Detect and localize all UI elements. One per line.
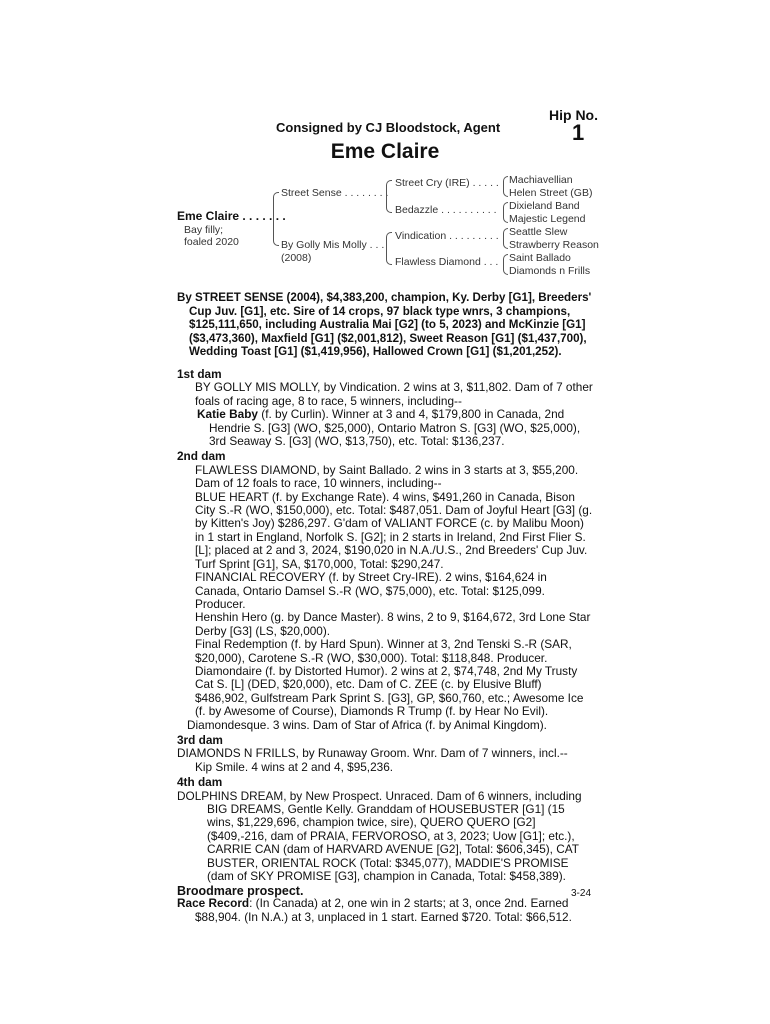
race-record-text: : (In Canada) at 2, one win in 2 starts; at 3, once 2nd. Earned $88,904. (In N.A.) at 3, unplaced in 1 start. Earned $720. Total: $66,512. bbox=[195, 896, 572, 924]
final-redemption-entry: Final Redemption (f. by Hard Spun). Winner at 3, 2nd Tenski S.-R (SAR, $20,000), Carotene S.-R (WO, $30,000). Total: $118,848. Producer. bbox=[195, 637, 572, 665]
brace-g4 bbox=[503, 254, 508, 275]
race-record bbox=[177, 897, 593, 924]
pedigree-g8: Diamonds n Frills bbox=[509, 265, 591, 277]
second-dam-text: FLAWLESS DIAMOND, by Saint Ballado. 2 wins in 3 starts at 3, $55,200. Dam of 12 foals to race, 10 winners, including-- bbox=[195, 462, 579, 491]
pedigree-g7: Saint Ballado bbox=[509, 252, 571, 264]
third-dam-heading: 3rd dam bbox=[177, 732, 223, 747]
third-dam-text: DIAMONDS N FRILLS, by Runaway Groom. Wnr. Dam of 7 winners, incl.-- bbox=[177, 746, 568, 761]
katie-baby-name: Katie Baby bbox=[197, 407, 258, 422]
pedigree-ss: Street Cry (IRE) . . . . . bbox=[395, 177, 499, 189]
pedigree-dam-year: (2008) bbox=[281, 252, 312, 264]
fourth-dam-heading: 4th dam bbox=[177, 775, 223, 790]
pedigree-dam: By Golly Mis Molly . . . bbox=[281, 239, 385, 251]
fourth-dam-text: DOLPHINS DREAM, by New Prospect. Unraced. Dam of 6 winners, including BIG DREAMS, Gentle Kelly. Granddam of HOUSEBUSTER [G1] (15 wins, $1,229,696, champion twice, sire), QUERO QUERO [G2] ($409,-216, dam of PRAIA, FERVOROSO, at 3, 2023; Uow [G1]; etc.), CARRIE CAN (dam of HARVARD AVENUE [G2], Total: $606,345), CAT BUSTER, ORIENTAL ROCK (Total: $345,077), MADDIE'S PROMISE (dam of SKY PROMISE [G3], champion in Canada, Total: $458,389). bbox=[177, 788, 582, 884]
henshin-hero-entry: Henshin Hero (g. by Dance Master). 8 wins, 2 to 9, $164,672, 3rd Lone Star Derby [G3] (LS, $20,000). bbox=[195, 610, 591, 638]
pedigree-g2: Helen Street (GB) bbox=[509, 187, 593, 199]
pedigree-desc-2: foaled 2020 bbox=[184, 236, 239, 248]
second-dam-heading: 2nd dam bbox=[177, 449, 226, 464]
consignor: Consigned by CJ Bloodstock, Agent bbox=[276, 120, 501, 135]
hip-number: 1 bbox=[572, 120, 585, 145]
brace-g1 bbox=[503, 176, 508, 197]
brace-g3 bbox=[503, 228, 508, 249]
brace-g2 bbox=[503, 202, 508, 223]
diamondesque-entry: Diamondesque. 3 wins. Dam of Star of Africa (f. by Animal Kingdom). bbox=[187, 717, 547, 732]
pedigree-desc-1: Bay filly; bbox=[184, 224, 224, 236]
sire-paragraph: By STREET SENSE (2004), $4,383,200, champion, Ky. Derby [G1], Breeders' Cup Juv. [G1], etc. Sire of 14 crops, 97 black type wnrs, 3 champions, $125,111,650, including Australia Mai [G2] (to 5, 2023) and McKinzie [G1] ($3,473,360), Maxfield [G1] ($2,001,812), Sweet Reason [G1] ($1,437,700), Wedding Toast [G1] ($1,419,956), Hallowed Crown [G1] ($1,201,252). bbox=[177, 291, 592, 359]
blue-heart-entry: BLUE HEART (f. by Exchange Rate). 4 wins, $491,260 in Canada, Bison City S.-R (WO, $150,000), etc. Total: $487,051. Dam of Joyful Heart [G3] (g. by Kitten's Joy) $286,297. G'dam of VALIANT FORCE (c. by Malibu Moon) in 1 start in England, Norfolk S. [G2]; in 2 starts in Ireland, 2nd First Flier S. [L]; placed at 2 and 3, 2024, $190,020 in N.A./U.S., 2nd Breeders' Cup Juv. Turf Sprint [G1], SA, $170,000, Total: $290,247. bbox=[195, 489, 593, 571]
pedigree-dd: Flawless Diamond . . . bbox=[395, 256, 499, 268]
pedigree-g3: Dixieland Band bbox=[509, 200, 580, 212]
first-dam-text: BY GOLLY MIS MOLLY, by Vindication. 2 wins at 3, $11,802. Dam of 7 other foals of racing age, 8 to race, 5 winners, including-- bbox=[195, 380, 593, 408]
pedigree-ds: Vindication . . . . . . . . . bbox=[395, 230, 499, 242]
pedigree-subject: Eme Claire . . . . . . . bbox=[177, 209, 286, 223]
diamondaire-entry: Diamondaire (f. by Distorted Humor). 2 wins at 2, $74,748, 2nd My Trusty Cat S. [L] (DED, $20,000), etc. Dam of C. ZEE (c. by Elusive Bluff) $486,902, Gulfstream Park Sprint S. [G3], GP, $60,760, etc.; Awesome Ice (f. by Awesome of Course), Diamonds R Trump (f. by Hear No Evil). bbox=[195, 663, 584, 719]
sire-section bbox=[177, 291, 593, 359]
family-section bbox=[177, 366, 593, 924]
brace-dam bbox=[386, 232, 392, 265]
page-code: 3-24 bbox=[571, 888, 592, 899]
pedigree-sd: Bedazzle . . . . . . . . . . bbox=[395, 204, 497, 216]
broodmare-prospect: Broodmare prospect. bbox=[177, 884, 304, 898]
pedigree-sire: Street Sense . . . . . . . . bbox=[281, 187, 389, 199]
kip-smile-entry: Kip Smile. 4 wins at 2 and 4, $95,236. bbox=[195, 759, 394, 774]
brace-sire bbox=[386, 180, 392, 213]
first-dam-foal bbox=[177, 408, 593, 448]
race-record-label: Race Record bbox=[177, 896, 250, 911]
brace-main bbox=[273, 192, 279, 246]
pedigree-g6: Strawberry Reason bbox=[509, 239, 599, 251]
first-dam-heading: 1st dam bbox=[177, 367, 222, 381]
pedigree-g5: Seattle Slew bbox=[509, 226, 568, 238]
katie-baby-text: (f. by Curlin). Winner at 3 and 4, $179,800 in Canada, 2nd Hendrie S. [G3] (WO, $25,000), Ontario Matron S. [G3] (WO, $25,000), 3rd Seaway S. [G3] (WO, $13,750), etc. Total: $136,237. bbox=[209, 407, 581, 449]
pedigree-g1: Machiavellian bbox=[509, 174, 573, 186]
hip-label: Hip No. bbox=[549, 107, 598, 123]
pedigree-g4: Majestic Legend bbox=[509, 213, 586, 225]
horse-name: Eme Claire bbox=[330, 140, 440, 163]
financial-recovery-entry: FINANCIAL RECOVERY (f. by Street Cry-IRE). 2 wins, $164,624 in Canada, Ontario Damsel S.-R (WO, $75,000), etc. Total: $125,099. Producer. bbox=[195, 570, 547, 611]
